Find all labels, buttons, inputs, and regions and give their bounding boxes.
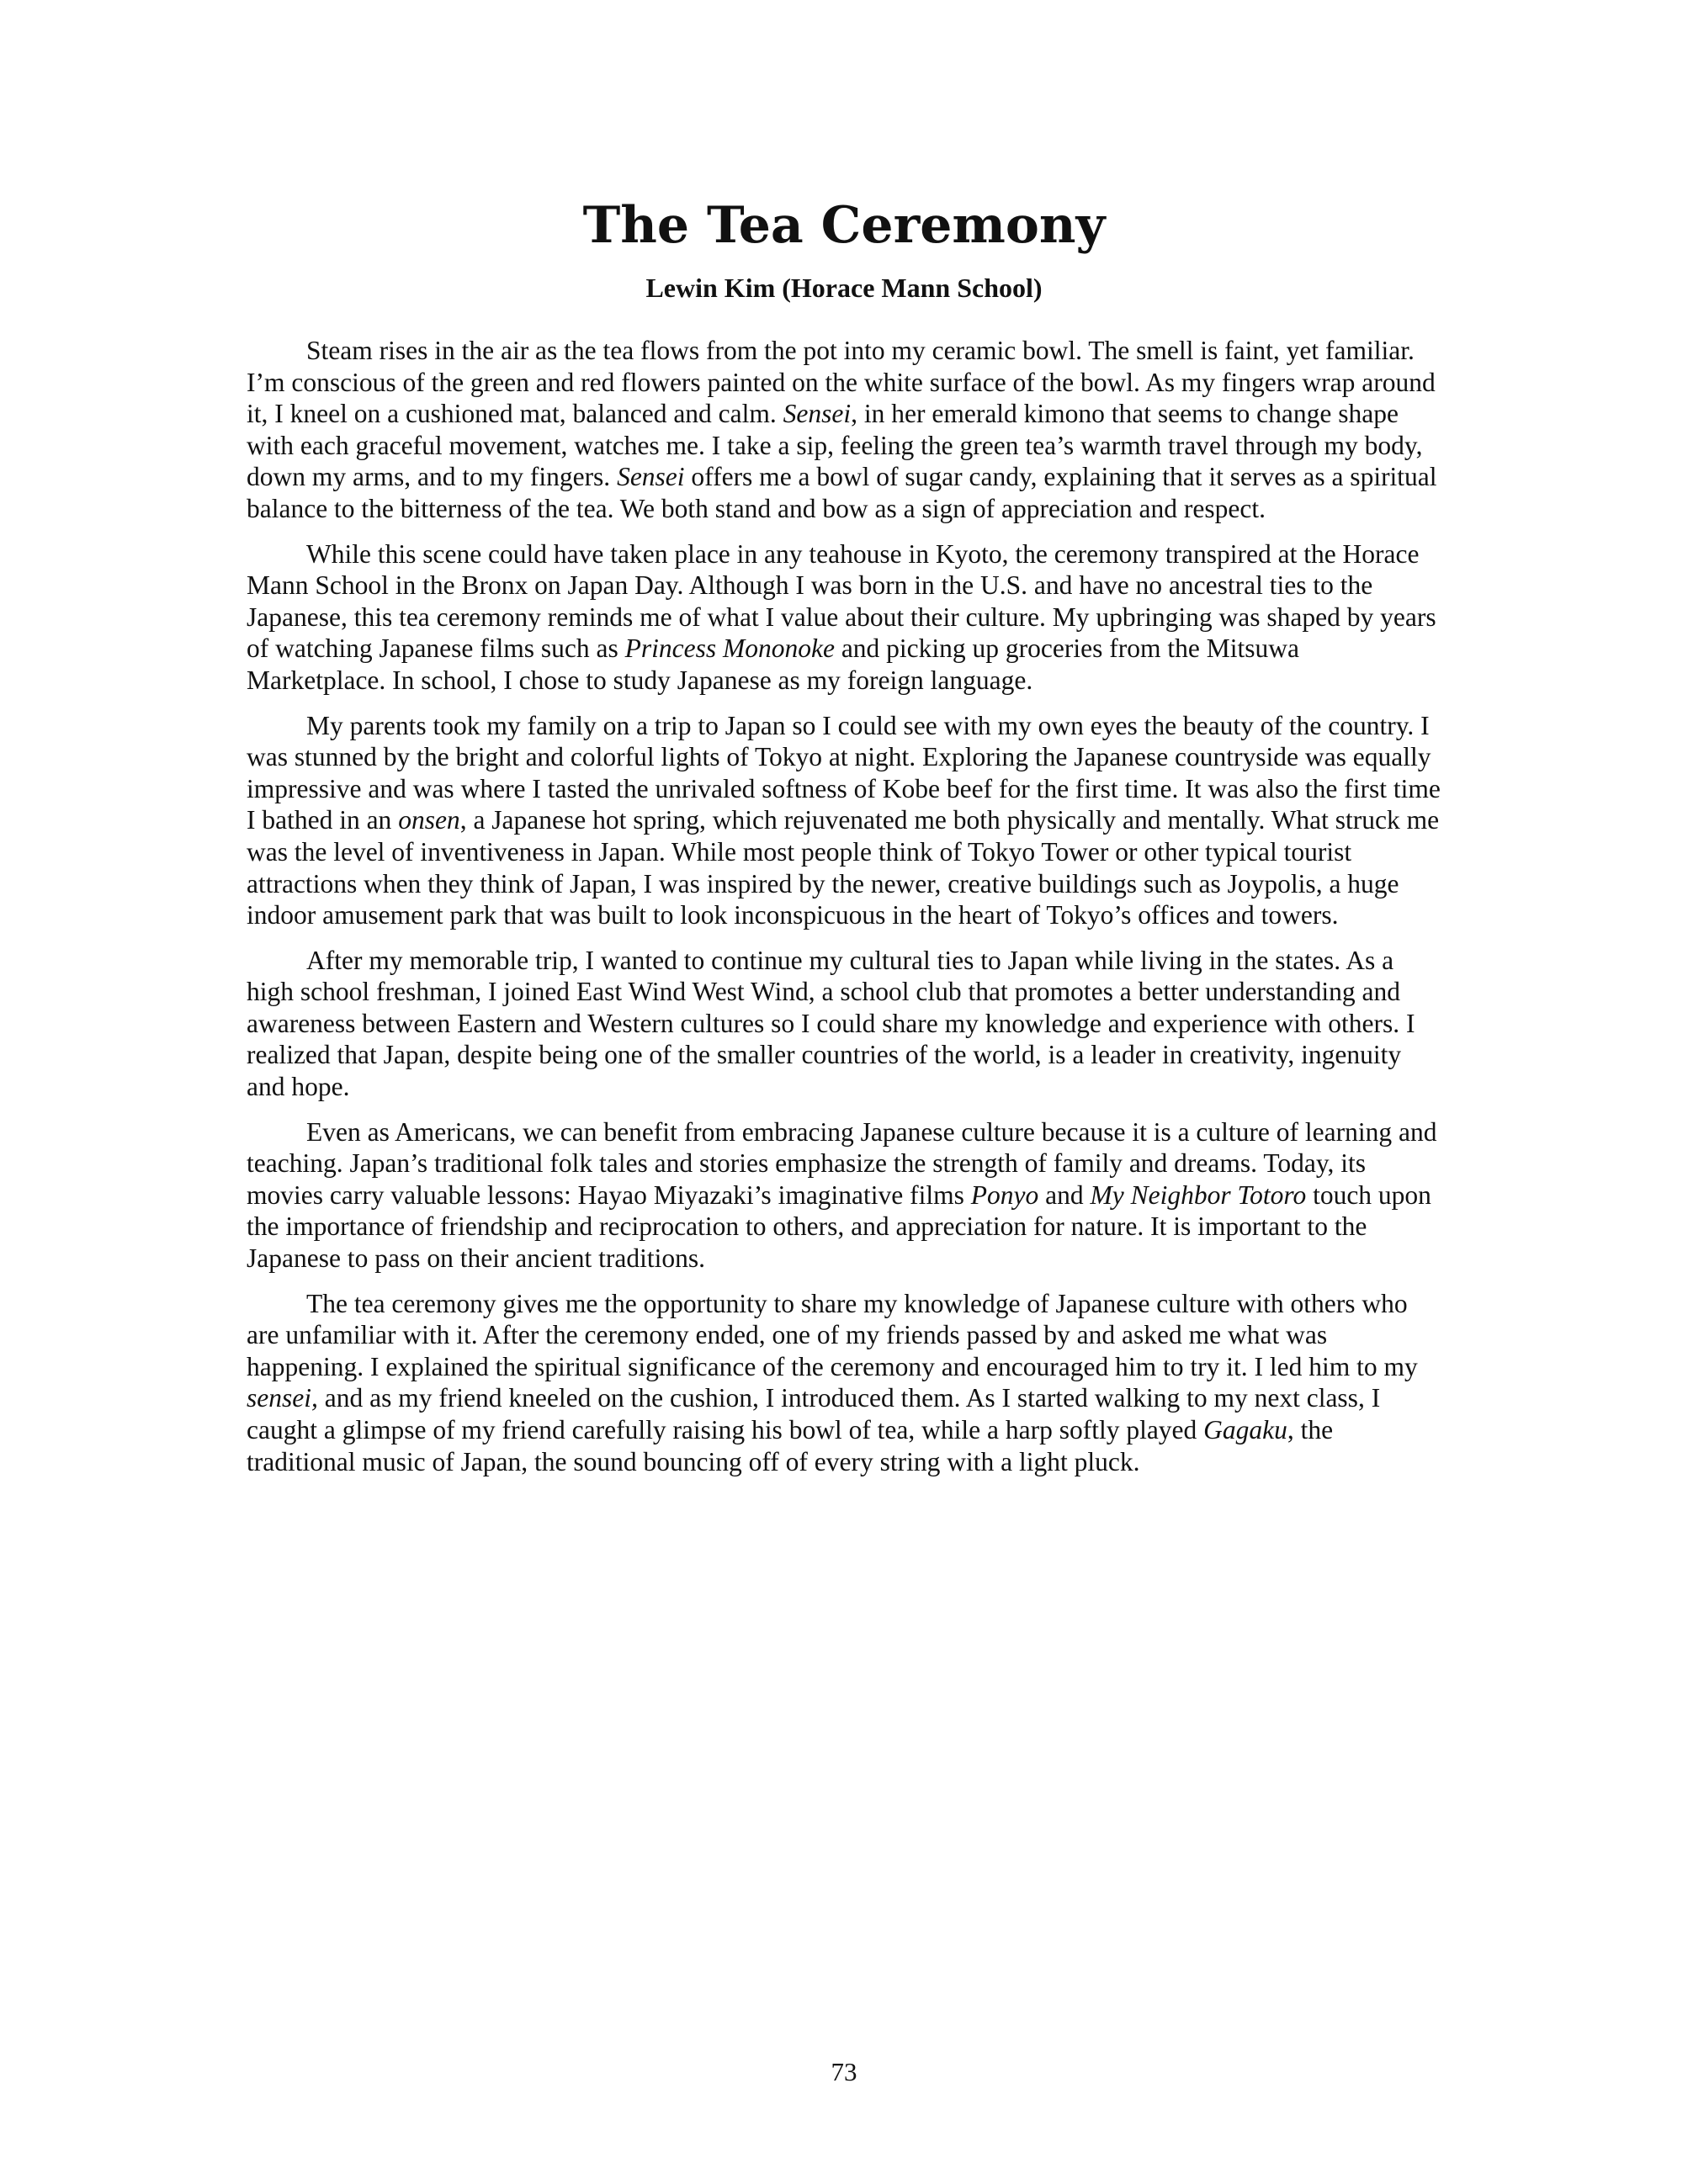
text-span: and as my friend kneeled on the cushion, I introduced them. As I started walking to my next class, I caught a glimpse of my friend carefully raising his bowl of tea, while a harp softly played bbox=[247, 1383, 1381, 1445]
page-title: The Tea Ceremony bbox=[582, 196, 1106, 255]
text-span: The tea ceremony gives me the opportunity to share my knowledge of Japanese culture with others who are unfamiliar with it. After the ceremony ended, one of my friends passed by and asked me what was happening. I explained the spiritual significance of the ceremony and encouraged him to try it. I led him to my bbox=[247, 1288, 1418, 1381]
text-span: offers me a bowl of sugar candy, explaining that it serves as a spiritual balance to the bitterness of the tea. We both stand and bow as a sign of appreciation and respect. bbox=[247, 462, 1437, 523]
paragraph-1 bbox=[247, 335, 1441, 525]
italic-term-onsen: onsen bbox=[398, 805, 460, 835]
italic-term-sensei: Sensei bbox=[783, 399, 852, 429]
paragraph-2 bbox=[247, 538, 1441, 697]
text-span: After my memorable trip, I wanted to continue my cultural ties to Japan while living in the states. As a high school freshman, I joined East Wind West Wind, a school club that promotes a better understanding and awareness between Eastern and Western cultures so I could share my knowledge and experience with others. I realized that Japan, despite being one of the smaller countries of the world, is a leader in creativity, ingenuity and hope. bbox=[247, 945, 1415, 1102]
paragraph-3 bbox=[247, 710, 1441, 931]
paragraph-5 bbox=[247, 1116, 1441, 1275]
text-span: touch upon the importance of friendship and reciprocation to others, and appreciation for nature. It is important to the Japanese to pass on their ancient traditions. bbox=[247, 1179, 1431, 1274]
italic-film-title: Princess Mononoke bbox=[624, 633, 835, 664]
text-span: , the traditional music of Japan, the sound bouncing off of every string with a light pluck. bbox=[247, 1415, 1334, 1476]
text-span: Even as Americans, we can benefit from embracing Japanese culture because it is a culture of learning and teaching. Japan’s traditional folk tales and stories emphasize the strength of family and dreams. Today, its movies carry valuable lessons: Hayao Miyazaki’s imaginative films bbox=[247, 1116, 1437, 1210]
paragraph-4 bbox=[247, 945, 1441, 1103]
page-number: 73 bbox=[831, 2057, 857, 2086]
author-byline: Lewin Kim (Horace Mann School) bbox=[645, 273, 1043, 303]
italic-film-title: My Neighbor Totoro bbox=[1090, 1179, 1307, 1210]
text-span: and bbox=[1038, 1179, 1091, 1210]
text-span: While this scene could have taken place in any teahouse in Kyoto, the ceremony transpired at the Horace Mann School in the Bronx on Japan Day. Although I was born in the U.S. and have no ancestral ties to the Japanese, this tea ceremony reminds me of what I value about their culture. My upbringing was shaped by years of watching Japanese films such as bbox=[247, 538, 1436, 664]
text-span: , in her emerald kimono that seems to change shape with each graceful movement, watches me. I take a sip, feeling the green tea’s warmth travel through my body, down my arms, and to my fingers. bbox=[247, 399, 1423, 492]
text-span: and picking up groceries from the Mitsuwa Marketplace. In school, I chose to study Japanese as my foreign language. bbox=[247, 633, 1299, 695]
italic-term-gagaku: Gagaku bbox=[1203, 1415, 1287, 1445]
text-span: Steam rises in the air as the tea flows from the pot into my ceramic bowl. The smell is faint, yet familiar. I’m conscious of the green and red flowers painted on the white surface of the bowl. As my fingers wrap around it, I kneel on a cushioned mat, balanced and calm. bbox=[247, 336, 1436, 429]
text-span: My parents took my family on a trip to Japan so I could see with my own eyes the beauty of the country. I was stunned by the bright and colorful lights of Tokyo at night. Exploring the Japanese countryside was equally impressive and was where I tasted the unrivaled softness of Kobe beef for the first time. It was also the first time I bathed in an bbox=[247, 710, 1441, 835]
text-span: , a Japanese hot spring, which rejuvenated me both physically and mentally. What struck me was the level of inventiveness in Japan. While most people think of Tokyo Tower or other typical tourist attractions when they think of Japan, I was inspired by the newer, creative buildings such as Joypolis, a huge indoor amusement park that was built to look inconspicuous in the heart of Tokyo’s offices and towers. bbox=[247, 805, 1440, 930]
essay-body bbox=[247, 335, 1441, 1491]
italic-film-title: Ponyo bbox=[970, 1179, 1039, 1210]
italic-term-sensei: Sensei bbox=[617, 462, 685, 492]
paragraph-6 bbox=[247, 1288, 1441, 1478]
italic-term-sensei: sensei, bbox=[247, 1383, 318, 1413]
